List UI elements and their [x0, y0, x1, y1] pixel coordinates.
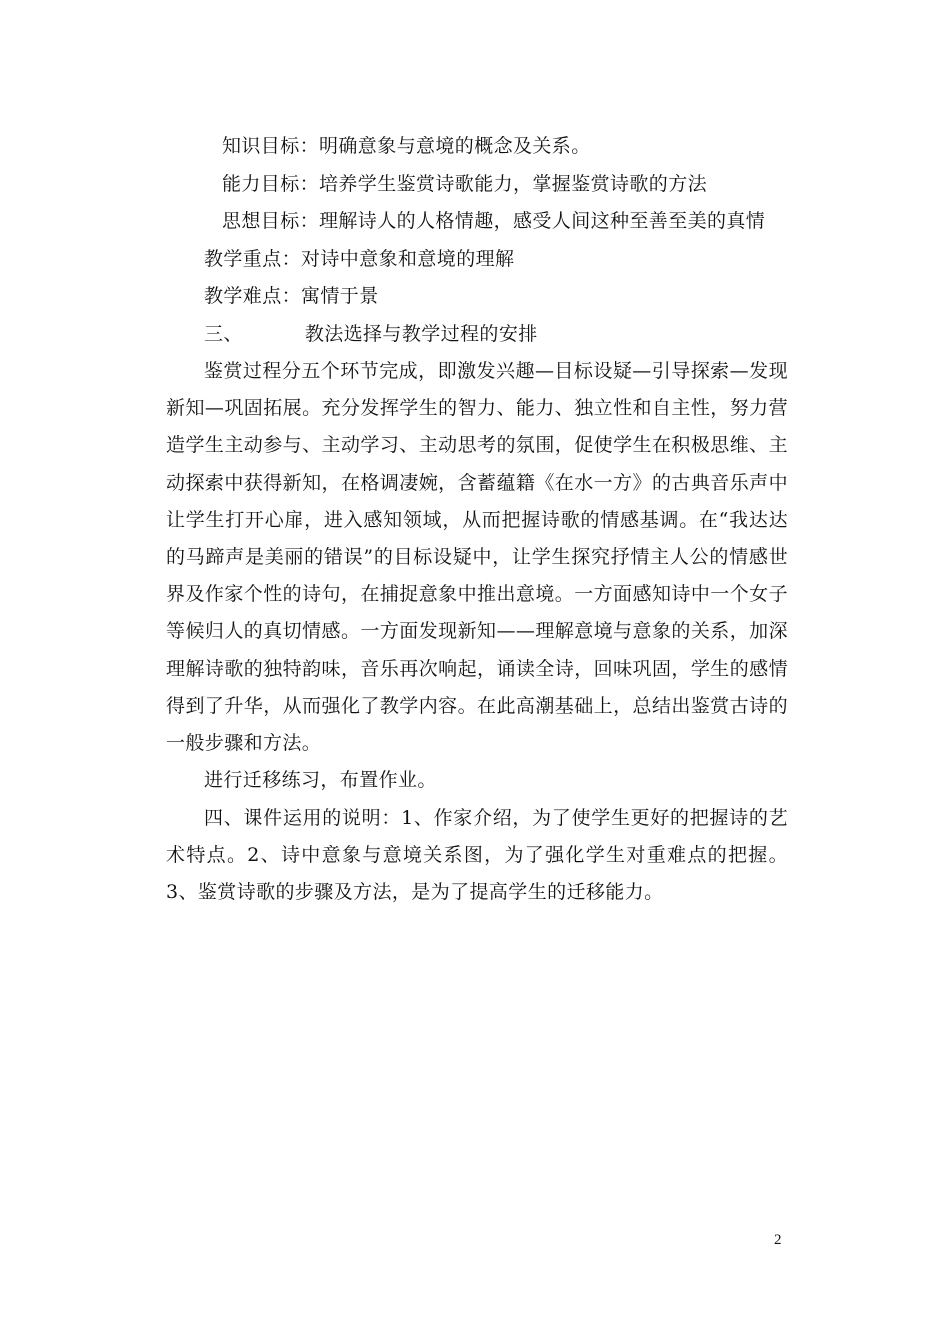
teaching-key-point: 教学重点：对诗中意象和意境的理解 [204, 247, 515, 270]
teaching-difficult-point: 教学难点：寓情于景 [204, 285, 379, 307]
page-number: 2 [774, 1232, 782, 1248]
thought-goal: 思想目标：理解诗人的人格情趣，感受人间这种至善至美的真情 [222, 210, 766, 232]
knowledge-goal: 知识目标：明确意象与意境的概念及关系。 [222, 135, 591, 157]
practice-line: 进行迁移练习，布置作业。 [204, 769, 437, 792]
page-content [166, 128, 788, 911]
ability-goal: 能力目标：培养学生鉴赏诗歌能力，掌握鉴赏诗歌的方法 [222, 172, 708, 195]
process-paragraph: 鉴赏过程分五个环节完成，即激发兴趣—目标设疑—引导探索—发现新知—巩固拓展。充分发挥学生的智力、能力、独立性和自主性，努力营造学生主动参与、主动学习、主动思考的氛围，促使学生在积极思维、主动探索中获得新知，在格调凄婉，含蓄蕴籍《在水一方》的古典音乐声中让学生打开心扉，进入感知领域，从而把握诗歌的情感基调。在“我达达的马蹄声是美丽的错误”的目标设疑中，让学生探究抒情主人公的情感世界及作家个性的诗句，在捕捉意象中推出意境。一方面感知诗中一个女子等候归人的真切情感。一方面发现新知——理解意境与意象的关系，加深理解诗歌的独特韵味，音乐再次响起，诵读全诗，回味巩固，学生的感情得到了升华，从而强化了教学内容。在此高潮基础上，总结出鉴赏古诗的一般步骤和方法。 [166, 360, 788, 755]
section-three-number: 三、 [204, 322, 243, 345]
section-three-title: 教法选择与教学过程的安排 [304, 322, 538, 345]
section-three-heading [166, 316, 788, 354]
courseware-paragraph: 四、课件运用的说明：1、作家介绍，为了使学生更好的把握诗的艺术特点。2、诗中意象与意境关系图，为了强化学生对重难点的把握。3、鉴赏诗歌的步骤及方法，是为了提高学生的迁移能力。 [166, 806, 788, 904]
